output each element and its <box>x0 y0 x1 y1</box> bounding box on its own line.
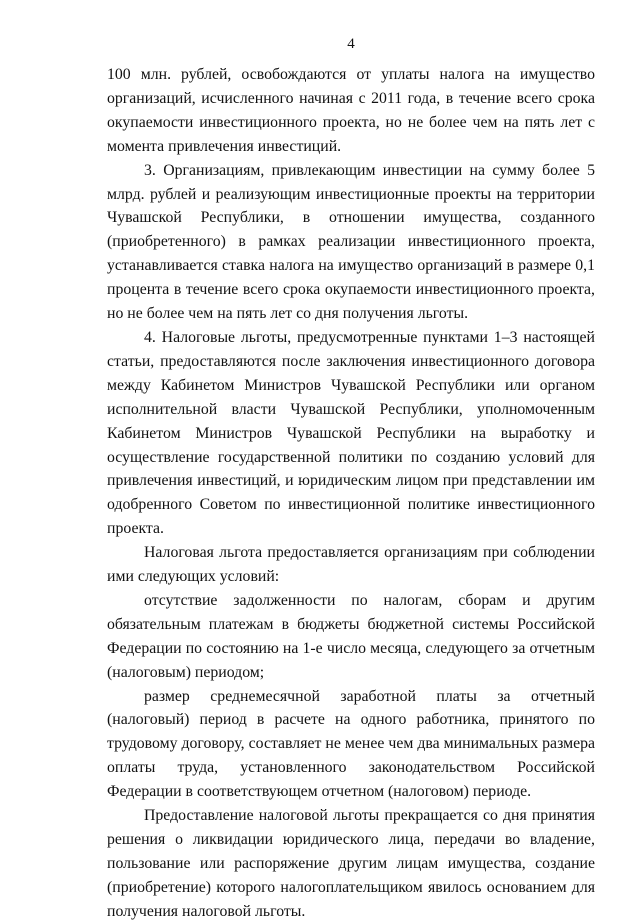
paragraph-condition-salary: размер среднемесячной заработной платы за отчетный (налоговый) период в расчете на одного работника, принятого по трудовому договору, составляет не менее чем два минимальных размера оплаты труда, установленного законодательством Российской Федерации в соответствующем отчетном (налоговом) периоде. <box>107 687 595 801</box>
paragraph-item-3: 3. Организациям, привлекающим инвестиции на сумму более 5 млрд. рублей и реализующим инвестиционные проекты на территории Чувашской Республики, в отношении имущества, созданного (приобретенного) в рамках реализации инвестиционного проекта, устанавливается ставка налога на имущество организаций в размере 0,1 процента в течение всего срока окупаемости инвестиционного проекта, но не более чем на пять лет со дня получения льготы. <box>107 161 595 323</box>
paragraph-continuation: 100 млн. рублей, освобождаются от уплаты налога на имущество организаций, исчисленного начиная с 2011 года, в течение всего срока окупаемости инвестиционного проекта, но не более чем на пять лет с момента привлечения инвестиций. <box>107 66 595 155</box>
page-number: 4 <box>347 36 355 52</box>
paragraph-termination: Предоставление налоговой льготы прекращается со дня принятия решения о ликвидации юридического лица, передачи во владение, пользование или распоряжение другим лицам имущества, создание (приобретение) которого налогоплательщиком явилось основанием для получения налоговой льготы. <box>107 807 595 920</box>
paragraph-item-4: 4. Налоговые льготы, предусмотренные пунктами 1–3 настоящей статьи, предоставляются после заключения инвестиционного договора между Кабинетом Министров Чувашской Республики или органом исполнительной власти Чувашской Республики, уполномоченным Кабинетом Министров Чувашской Республики на выработку и осуществление государственной политики по созданию условий для привлечения инвестиций, и юридическим лицом при представлении им одобренного Советом по инвестиционной политике инвестиционного проекта. <box>107 328 595 538</box>
document-page <box>107 36 595 924</box>
paragraph-condition-no-debt: отсутствие задолженности по налогам, сборам и другим обязательным платежам в бюджеты бюджетной системы Российской Федерации по состоянию на 1-е число месяца, следующего за отчетным (налоговым) периодом; <box>107 591 595 681</box>
paragraph-conditions-intro: Налоговая льгота предоставляется организациям при соблюдении ими следующих условий: <box>107 544 595 586</box>
